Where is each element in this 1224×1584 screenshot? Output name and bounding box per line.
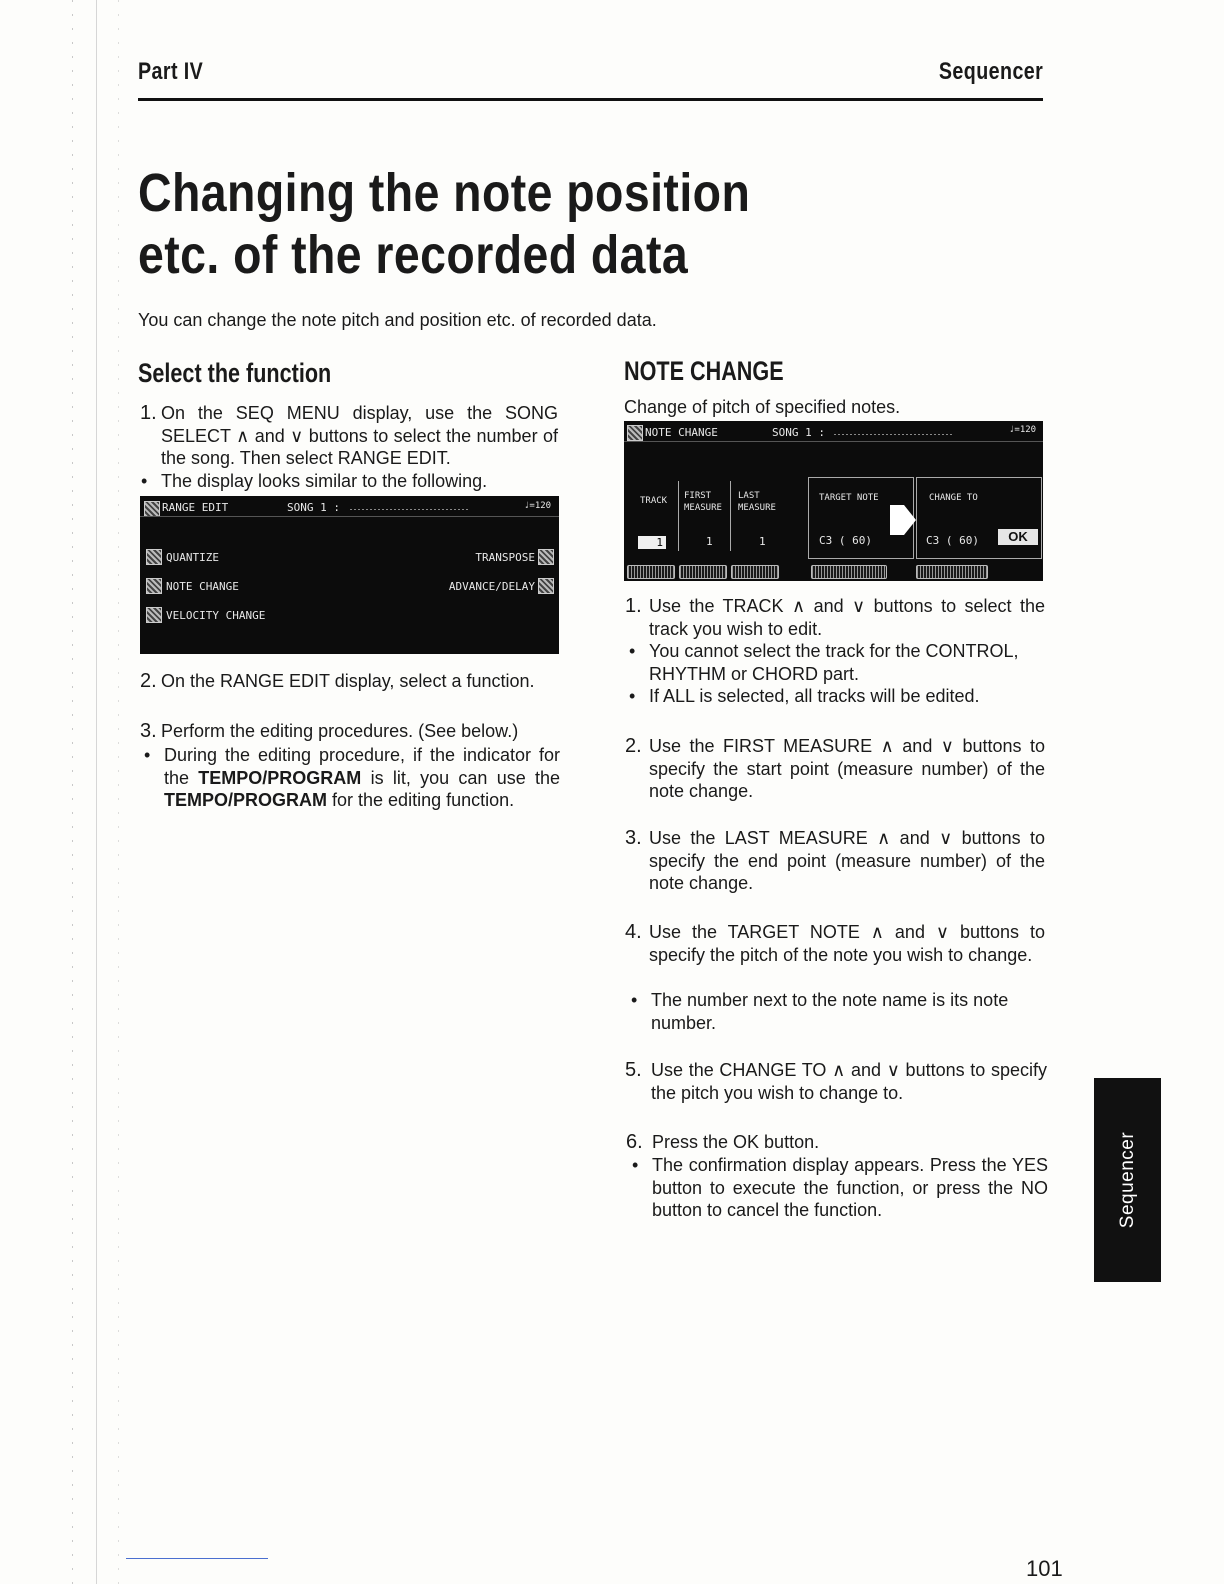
step-2-number: 2.: [140, 670, 157, 692]
nc-step-2-number: 2.: [625, 735, 642, 757]
nc-step-1-number: 1.: [625, 595, 642, 617]
velocity-change-icon[interactable]: [146, 607, 162, 623]
nc-step-2-text: Use the FIRST MEASURE ∧ and ∨ buttons to specify the start point (measure number) of the note change.: [649, 736, 1045, 801]
nc-step-6-number: 6.: [626, 1131, 643, 1153]
nc-bullet-track-restriction: • You cannot select the track for the CONTROL, RHYTHM or CHORD part.: [649, 640, 1045, 685]
song-name-line: [350, 509, 470, 510]
range-edit-icon: [144, 501, 160, 517]
arrow-right-icon: [890, 505, 904, 535]
nc-step-5-text: Use the CHANGE TO ∧ and ∨ buttons to specify the pitch you wish to change to.: [651, 1060, 1047, 1103]
binding-line: [96, 0, 97, 1584]
intro-text: You can change the note pitch and position etc. of recorded data.: [138, 310, 657, 330]
lcd-item-transpose[interactable]: TRANSPOSE: [475, 551, 535, 564]
step-1-number: 1.: [140, 402, 157, 424]
step-3-number: 3.: [140, 720, 157, 742]
song-name-line: [834, 434, 954, 435]
lcd-item-advance-delay[interactable]: ADVANCE/DELAY: [448, 580, 535, 593]
target-note-updown-buttons[interactable]: [811, 565, 887, 579]
note-change-icon: [627, 425, 643, 441]
page-title: Changing the note position etc. of the recorded data: [138, 163, 751, 285]
lcd-tempo: ♩=120: [524, 501, 552, 511]
header-part: Part IV: [138, 58, 204, 85]
nc-step-4-number: 4.: [625, 921, 642, 943]
last-measure-label-1: LAST: [738, 491, 760, 501]
quantize-icon[interactable]: [146, 549, 162, 565]
target-note-value[interactable]: C3 ( 60): [819, 534, 872, 547]
nc-step-5-number: 5.: [625, 1059, 642, 1081]
nc-bullet-note-number: • The number next to the note name is its note number.: [651, 989, 1045, 1034]
side-tab-label: Sequencer: [1116, 1131, 1138, 1229]
target-note-label: TARGET NOTE: [819, 493, 879, 503]
nc-step-1-text: Use the TRACK ∧ and ∨ buttons to select the track you wish to edit.: [649, 596, 1045, 639]
step-1-text: On the SEQ MENU display, use the SONG SELECT ∧ and ∨ buttons to select the number of the song. Then select RANGE EDIT.: [161, 403, 558, 468]
section-side-tab: [1094, 1078, 1161, 1282]
lcd-item-note-change[interactable]: NOTE CHANGE: [166, 580, 239, 593]
note-change-subtitle: Change of pitch of specified notes.: [624, 397, 901, 417]
note-change-heading: NOTE CHANGE: [624, 356, 784, 386]
bullet-display-similar: • The display looks similar to the following.: [161, 470, 558, 493]
header-section: Sequencer: [938, 58, 1043, 85]
lcd-title: RANGE EDIT: [162, 501, 229, 514]
track-value[interactable]: 1: [638, 536, 666, 549]
lcd-item-velocity-change[interactable]: VELOCITY CHANGE: [166, 609, 266, 622]
first-measure-label-2: MEASURE: [684, 503, 722, 513]
nc-bullet-confirmation: • The confirmation display appears. Press the YES button to execute the function, or press the NO button to cancel the function.: [652, 1154, 1048, 1222]
note-change-display: [624, 421, 1043, 581]
change-to-updown-buttons[interactable]: [916, 565, 988, 579]
track-label: TRACK: [640, 496, 668, 506]
footer-rule: [126, 1558, 268, 1559]
last-measure-updown-buttons[interactable]: [731, 565, 779, 579]
note-change-icon[interactable]: [146, 578, 162, 594]
select-function-heading: Select the function: [138, 358, 332, 388]
ok-button[interactable]: OK: [998, 529, 1038, 545]
nc-step-6-text: Press the OK button.: [652, 1132, 820, 1152]
scan-dots: [118, 0, 119, 1584]
bullet-tempo-program: • During the editing procedure, if the indicator for the TEMPO/PROGRAM is lit, you can use the TEMPO/PROGRAM for the editing function.: [164, 744, 560, 812]
lcd-song: SONG 1 :: [772, 426, 825, 439]
running-header: [138, 58, 1043, 101]
change-to-label: CHANGE TO: [929, 493, 978, 503]
transpose-icon[interactable]: [538, 549, 554, 565]
first-measure-updown-buttons[interactable]: [679, 565, 727, 579]
nc-step-4-text: Use the TARGET NOTE ∧ and ∨ buttons to specify the pitch of the note you wish to change.: [649, 922, 1045, 965]
page-number: 101: [1026, 1556, 1063, 1581]
lcd-tempo: ♩=120: [1009, 425, 1037, 435]
step-3-text: Perform the editing procedures. (See below.): [161, 721, 519, 741]
track-updown-buttons[interactable]: [627, 565, 675, 579]
last-measure-value[interactable]: 1: [759, 535, 766, 548]
lcd-song: SONG 1 :: [287, 501, 340, 514]
nc-step-3-number: 3.: [625, 827, 642, 849]
arrow-right-icon: [904, 505, 916, 535]
lcd-item-quantize[interactable]: QUANTIZE: [166, 551, 219, 564]
advance-delay-icon[interactable]: [538, 578, 554, 594]
first-measure-label-1: FIRST: [684, 491, 712, 501]
range-edit-display: [140, 496, 559, 654]
nc-step-3-text: Use the LAST MEASURE ∧ and ∨ buttons to specify the end point (measure number) of the note change.: [649, 828, 1045, 893]
last-measure-label-2: MEASURE: [738, 503, 776, 513]
scan-dots: [72, 0, 73, 1584]
step-2-text: On the RANGE EDIT display, select a function.: [161, 671, 535, 691]
lcd-title: NOTE CHANGE: [645, 426, 718, 439]
nc-bullet-all-tracks: • If ALL is selected, all tracks will be edited.: [649, 685, 1045, 708]
first-measure-value[interactable]: 1: [706, 535, 713, 548]
change-to-value[interactable]: C3 ( 60): [926, 534, 979, 547]
